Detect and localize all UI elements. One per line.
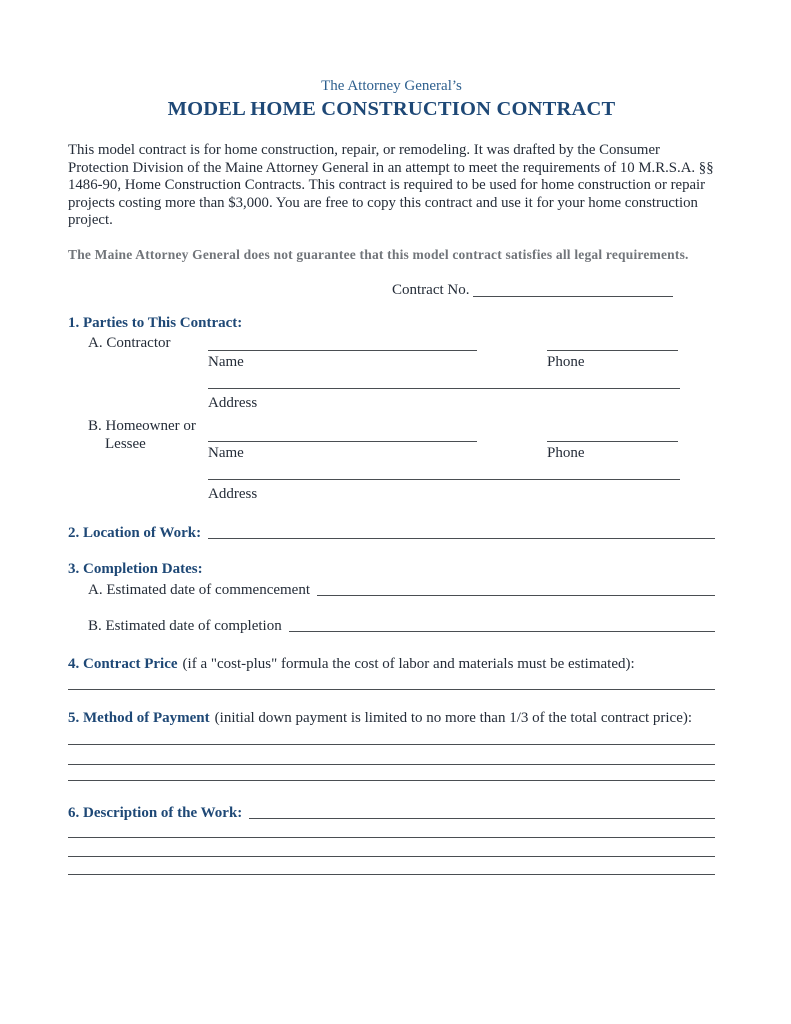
contractor-field-labels xyxy=(208,354,715,371)
payment-line-2[interactable] xyxy=(68,764,715,765)
completion-label: B. Estimated date of completion xyxy=(88,617,282,634)
name-label: Name xyxy=(208,353,244,370)
disclaimer-text: The Maine Attorney General does not guarantee that this model contract satisfies all legal requirements. xyxy=(68,246,689,262)
section-parties-heading: 1. Parties to This Contract: xyxy=(68,314,243,331)
description-line-4[interactable] xyxy=(68,874,715,875)
section-payment xyxy=(68,709,715,728)
homeowner-phone-field[interactable] xyxy=(547,417,678,442)
description-line-3[interactable] xyxy=(68,856,715,857)
description-line-2[interactable] xyxy=(68,837,715,838)
intro-paragraph: This model contract is for home construction, repair, or remodeling. It was drafted by the Consumer Protection Division of the Maine Attorney General in an attempt to meet the requirements of 10 M.R.S.A. §§ 1486-90, Home Construction Contracts. This contract is required to be used for home construction or repair projects costing more than $3,000. You are free to copy this contract and use it for your home construction project. xyxy=(68,142,714,228)
homeowner-label-line1: B. Homeowner or xyxy=(88,417,196,434)
completion-row xyxy=(68,617,715,636)
document-header xyxy=(68,78,715,121)
contractor-phone-field[interactable] xyxy=(547,334,678,351)
homeowner-name-field[interactable] xyxy=(208,417,477,442)
section-location xyxy=(68,524,715,543)
homeowner-name-phone-row xyxy=(208,417,715,442)
contract-no-row xyxy=(68,281,715,300)
doc-title: MODEL HOME CONSTRUCTION CONTRACT xyxy=(167,98,616,120)
contractor-fields xyxy=(208,334,715,411)
section-description-heading: 6. Description of the Work: xyxy=(68,804,243,821)
address-label: Address xyxy=(208,485,258,502)
completion-date-field[interactable] xyxy=(289,619,715,632)
section-location-heading: 2. Location of Work: xyxy=(68,524,202,541)
contract-price-field[interactable] xyxy=(68,689,715,690)
phone-label: Phone xyxy=(547,444,585,461)
commencement-date-field[interactable] xyxy=(317,583,715,596)
page-content xyxy=(68,0,715,875)
party-homeowner xyxy=(68,417,715,502)
address-label: Address xyxy=(208,394,258,411)
location-of-work-field[interactable] xyxy=(208,526,715,539)
homeowner-label xyxy=(68,417,208,502)
description-line-1[interactable] xyxy=(249,806,715,819)
section-payment-note: (initial down payment is limited to no more than 1/3 of the total contract price): xyxy=(214,709,693,726)
contractor-label: A. Contractor xyxy=(88,334,171,351)
contract-no-label: Contract No. xyxy=(392,281,470,298)
contractor-name-phone-row xyxy=(208,334,715,351)
section-dates xyxy=(68,560,715,636)
section-price xyxy=(68,655,715,674)
commencement-row xyxy=(68,581,715,600)
payment-line-1[interactable] xyxy=(68,744,715,745)
homeowner-address-field[interactable] xyxy=(208,462,680,480)
name-label: Name xyxy=(208,444,244,461)
contractor-name-field[interactable] xyxy=(208,334,477,351)
section-price-note: (if a "cost-plus" formula the cost of labor and materials must be estimated): xyxy=(182,655,635,672)
contract-no-field[interactable] xyxy=(473,283,673,297)
doc-subtitle: The Attorney General’s xyxy=(321,78,462,94)
section-price-heading: 4. Contract Price xyxy=(68,655,178,672)
homeowner-label-line2: Lessee xyxy=(105,435,146,452)
homeowner-fields xyxy=(208,417,715,502)
section-description xyxy=(68,804,715,823)
section-payment-heading: 5. Method of Payment xyxy=(68,709,210,726)
homeowner-field-labels xyxy=(208,445,715,462)
payment-line-3[interactable] xyxy=(68,780,715,781)
commencement-label: A. Estimated date of commencement xyxy=(88,581,311,598)
section-dates-heading: 3. Completion Dates: xyxy=(68,560,203,577)
contractor-address-field[interactable] xyxy=(208,371,680,389)
party-contractor xyxy=(68,334,715,411)
phone-label: Phone xyxy=(547,353,585,370)
